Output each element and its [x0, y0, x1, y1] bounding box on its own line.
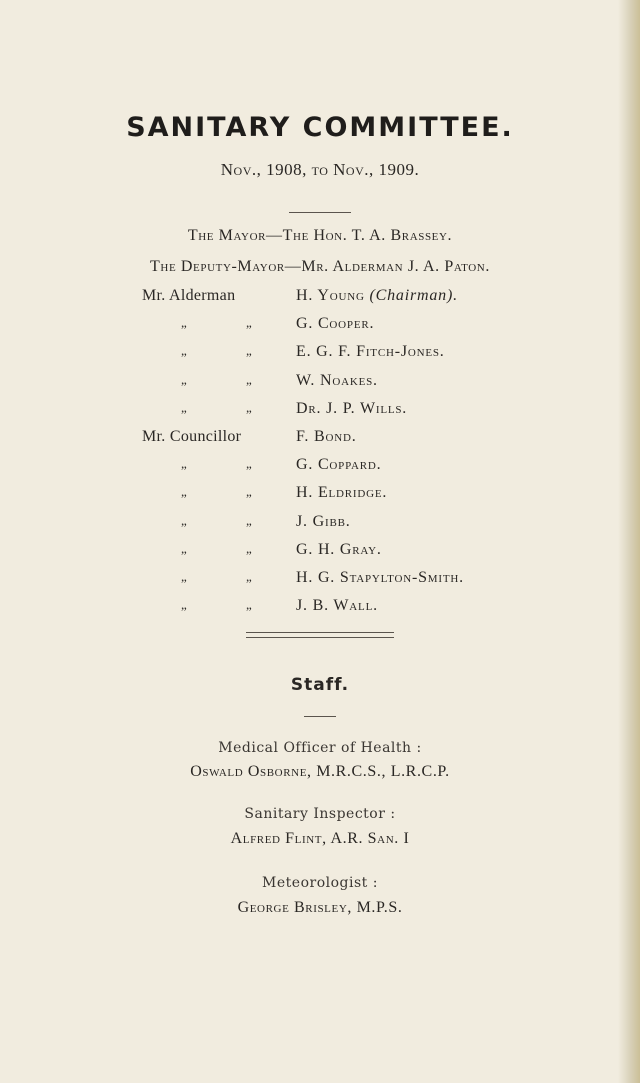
period-line: Nov., 1908, to Nov., 1909. [220, 160, 420, 179]
member-title-prefix: Mr. Alderman [142, 287, 236, 304]
member-role: (Chairman). [369, 287, 458, 304]
member-name [296, 343, 445, 361]
member-row [0, 400, 640, 420]
member-name-text: H. G. Stapylton-Smith. [296, 569, 464, 586]
member-name-text: H. Eldridge. [296, 484, 388, 502]
member-name [296, 400, 407, 418]
ditto-mark: „ [181, 343, 188, 359]
member-name-text: G. H. Gray. [296, 540, 382, 558]
ditto-mark: „ [246, 343, 253, 359]
member-name-text: W. Noakes. [296, 371, 378, 389]
member-name [296, 315, 374, 333]
ditto-mark: „ [181, 540, 188, 556]
ditto-mark: „ [181, 569, 188, 584]
name-meteorologist: George Brisley, M.P.S. [237, 899, 403, 916]
member-name [296, 428, 357, 446]
member-name-text: F. Bond. [296, 428, 357, 445]
member-name [296, 569, 464, 587]
member-row [0, 484, 640, 504]
page-title: SANITARY COMMITTEE. [126, 112, 514, 143]
name-medical-officer: Oswald Osborne, M.R.C.S., L.R.C.P. [190, 763, 450, 780]
member-title-prefix: Mr. Councillor [142, 428, 242, 445]
member-row [0, 597, 640, 617]
ditto-mark: „ [246, 399, 253, 415]
staff-divider [304, 716, 336, 717]
member-row [0, 456, 640, 476]
ditto-mark: „ [246, 597, 253, 613]
member-name-text: G. Cooper. [296, 315, 375, 333]
office-medical: Medical Officer of Health : [218, 740, 422, 756]
mayor-line: The Mayor—The Hon. T. A. Brassey. [187, 227, 453, 244]
member-name [296, 597, 378, 615]
member-name [296, 287, 458, 305]
member-name [296, 372, 378, 390]
name-sanitary-inspector: Alfred Flint, A.R. San. I [230, 830, 410, 847]
member-name [296, 513, 351, 531]
member-name [296, 484, 387, 502]
member-row [0, 513, 640, 533]
ditto-mark: „ [181, 315, 188, 331]
ditto-mark: „ [246, 371, 253, 387]
member-row [0, 569, 640, 589]
deputy-mayor-line: The Deputy-Mayor—Mr. Alderman J. A. Paton. [150, 258, 490, 275]
ditto-mark: „ [246, 512, 253, 528]
ditto-mark: „ [246, 540, 253, 556]
ditto-mark: „ [246, 484, 253, 500]
office-sanitary: Sanitary Inspector : [244, 806, 396, 822]
member-row [0, 315, 640, 335]
ditto-mark: „ [246, 569, 253, 584]
ditto-mark: „ [246, 456, 253, 472]
ditto-mark: „ [181, 456, 188, 472]
member-name-text: Dr. J. P. Wills. [296, 399, 408, 417]
member-row [0, 343, 640, 363]
double-rule-top [246, 632, 394, 633]
member-row [0, 428, 640, 448]
member-name [296, 541, 382, 559]
office-meteorologist: Meteorologist : [262, 875, 378, 891]
short-divider [289, 212, 351, 213]
ditto-mark: „ [181, 512, 188, 528]
ditto-mark: „ [181, 371, 188, 387]
member-name-text: H. Young [296, 287, 365, 304]
member-name-text: G. Coppard. [296, 456, 382, 474]
member-name-text: J. B. Wall. [296, 597, 378, 615]
member-name-text: E. G. F. Fitch-Jones. [296, 343, 445, 361]
ditto-mark: „ [246, 315, 253, 331]
member-row [0, 541, 640, 561]
member-row [0, 287, 640, 307]
ditto-mark: „ [181, 484, 188, 500]
staff-heading: Staff. [290, 675, 350, 695]
double-rule-bottom [246, 637, 394, 638]
ditto-mark: „ [181, 399, 188, 415]
member-name [296, 456, 381, 474]
ditto-mark: „ [181, 597, 188, 613]
member-row [0, 372, 640, 392]
member-name-text: J. Gibb. [296, 512, 351, 530]
